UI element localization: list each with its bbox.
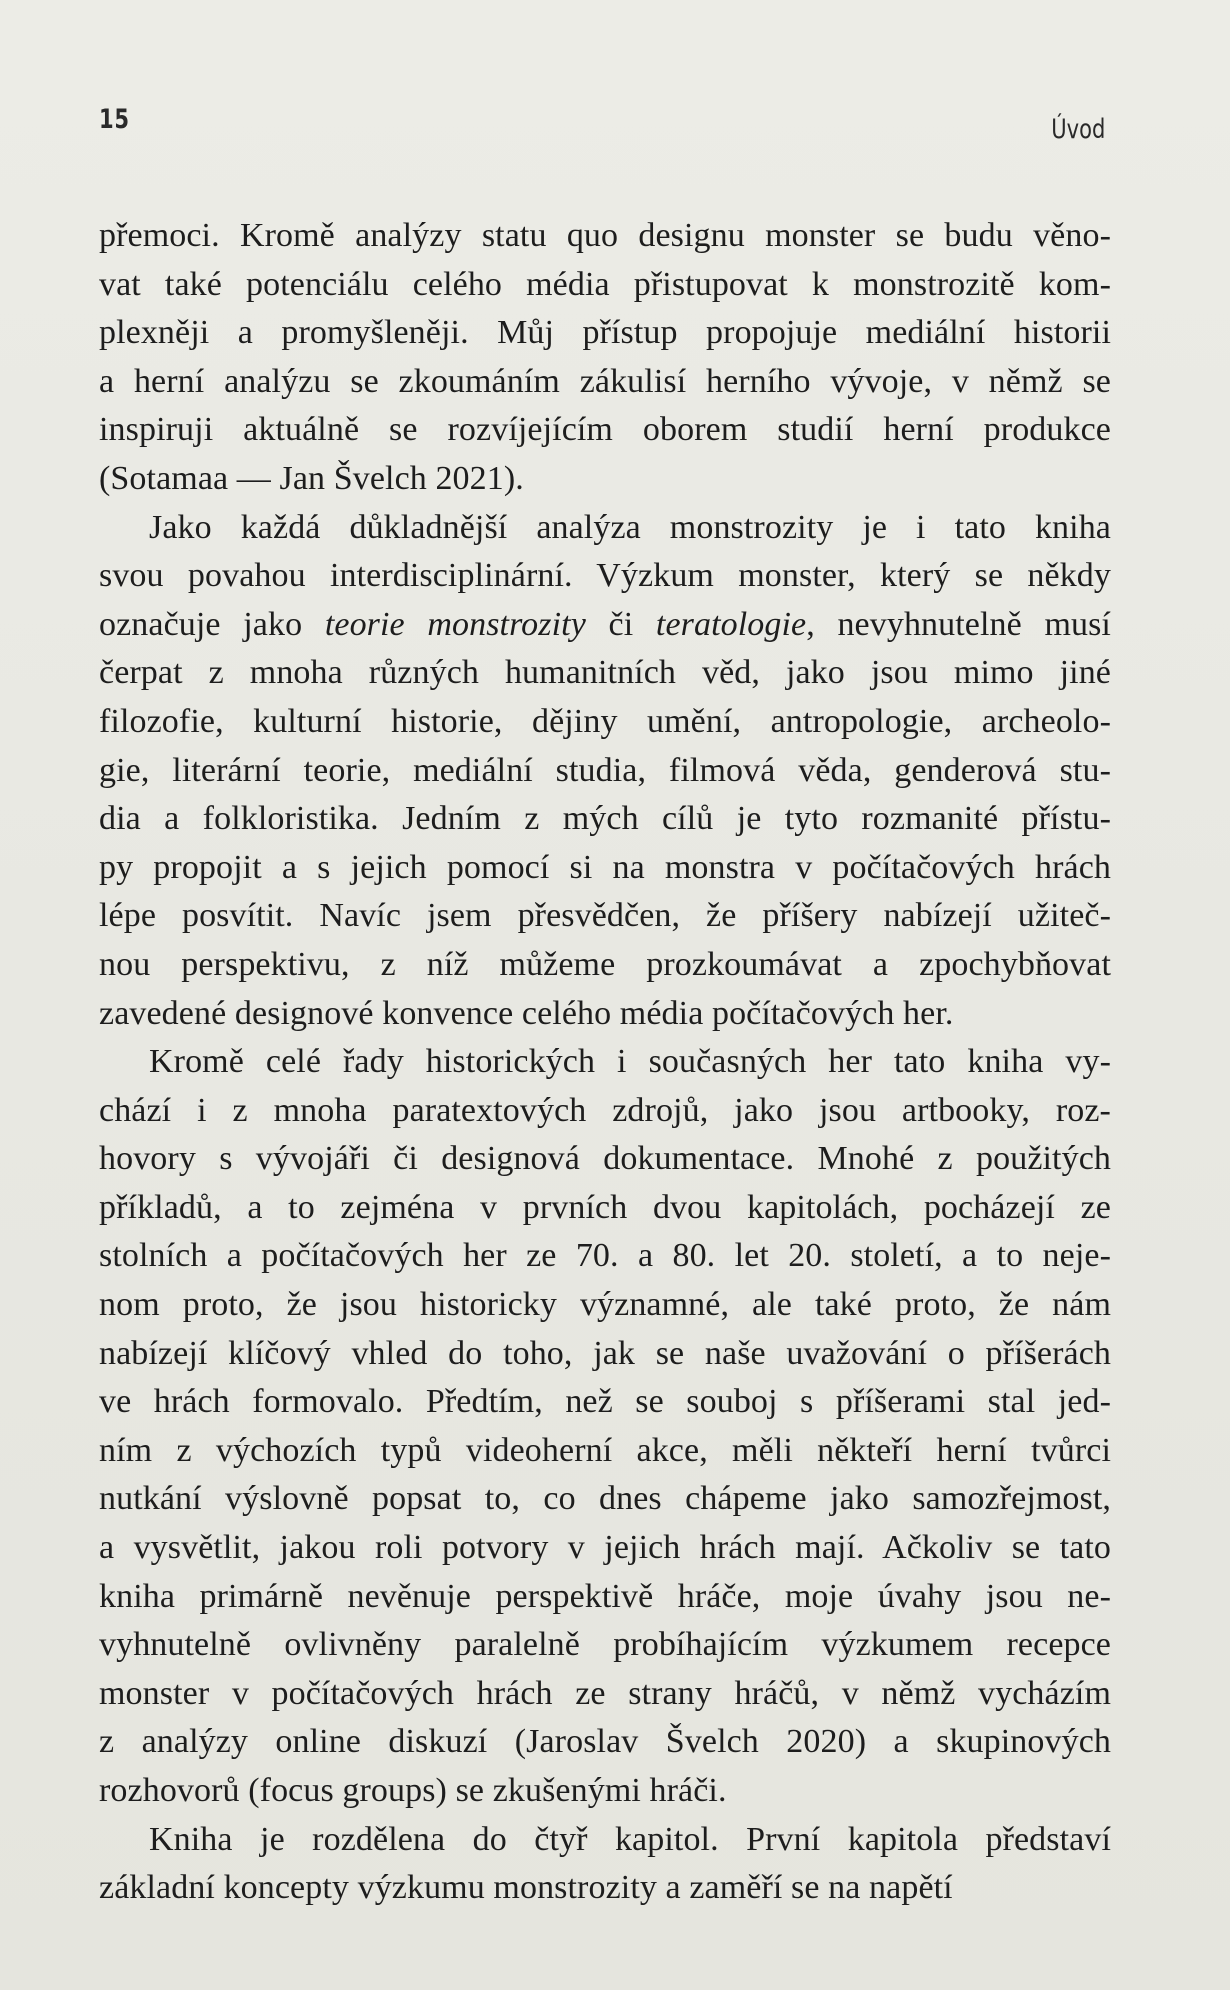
running-head: Úvod [1050,114,1105,145]
text-line: (Sotamaa — Jan Švelch 2021). [99,459,524,497]
text-line: nabízejí klíčový vhled do toho, jak se naše uvažování o příšerách [99,1334,1111,1372]
text-line: monster v počítačových hrách ze strany hráčů, v němž vycházím [99,1674,1111,1712]
page-header [99,104,1105,144]
text-line: stolních a počítačových her ze 70. a 80. let 20. století, a to neje- [99,1237,1111,1275]
text-line: hovory s vývojáři či designová dokumentace. Mnohé z použitých [99,1140,1111,1178]
text-line: nom proto, že jsou historicky významné, ale také proto, že nám [99,1286,1111,1324]
paragraph [99,212,1111,504]
text-line: lépe posvítit. Navíc jsem přesvědčen, že příšery nabízejí užiteč- [99,897,1111,935]
text-line: přemoci. Kromě analýzy statu quo designu monster se budu věno- [99,217,1111,254]
text-line: vat také potenciálu celého média přistupovat k monstrozitě kom- [99,265,1111,303]
paragraph [99,1038,1111,1816]
text-line: inspiruji aktuálně se rozvíjejícím oborem studií herní produkce [99,411,1111,449]
text-line: kniha primárně nevěnuje perspektivě hráče, moje úvahy jsou ne- [99,1577,1111,1615]
text-line: svou povahou interdisciplinární. Výzkum monster, který se někdy [99,557,1111,595]
text-line: a herní analýzu se zkoumáním zákulisí herního vývoje, v němž se [99,362,1111,400]
text-line: označuje jako teorie monstrozity či teratologie, nevyhnutelně musí [99,605,1111,643]
paragraph [99,504,1111,1039]
text-line: gie, literární teorie, mediální studia, filmová věda, genderová stu- [99,751,1111,789]
text-line: příkladů, a to zejména v prvních dvou kapitolách, pocházejí ze [99,1188,1111,1226]
text-line: základní koncepty výzkumu monstrozity a zaměří se na napětí [99,1869,953,1907]
text-line: Kromě celé řady historických i současných her tato kniha vy- [149,1043,1111,1081]
text-line: rozhovorů (focus groups) se zkušenými hráči. [99,1772,727,1809]
text-line: a vysvětlit, jakou roli potvory v jejich hrách mají. Ačkoliv se tato [99,1529,1111,1567]
text-line: zavedené designové konvence celého média počítačových her. [99,994,954,1032]
text-line: nou perspektivu, z níž můžeme prozkoumávat a zpochybňovat [99,945,1111,983]
text-line: z analýzy online diskuzí (Jaroslav Švelch 2020) a skupinových [99,1723,1111,1761]
text-line: dia a folkloristika. Jedním z mých cílů je tyto rozmanité přístu- [99,800,1111,838]
text-line: vyhnutelně ovlivněny paralelně probíhajícím výzkumem recepce [99,1626,1111,1664]
paragraph [99,1816,1111,1913]
page-number: 15 [99,104,130,135]
text-line: ním z výchozích typů videoherní akce, měli někteří herní tvůrci [99,1431,1111,1469]
text-line: plexněji a promyšleněji. Můj přístup propojuje mediální historii [99,314,1111,352]
text-line: py propojit a s jejich pomocí si na monstra v počítačových hrách [99,848,1111,886]
text-line: ve hrách formovalo. Předtím, než se souboj s příšerami stal jed- [99,1383,1111,1421]
text-line: čerpat z mnoha různých humanitních věd, jako jsou mimo jiné [99,654,1111,692]
text-line: filozofie, kulturní historie, dějiny umění, antropologie, archeolo- [99,702,1111,740]
text-line: Kniha je rozdělena do čtyř kapitol. První kapitola představí [149,1820,1111,1858]
text-line: chází i z mnoha paratextových zdrojů, jako jsou artbooky, roz- [99,1091,1111,1129]
body-text [99,212,1111,1913]
text-line: Jako každá důkladnější analýza monstrozity je i tato kniha [149,508,1111,546]
text-line: nutkání výslovně popsat to, co dnes chápeme jako samozřejmost, [99,1480,1111,1518]
